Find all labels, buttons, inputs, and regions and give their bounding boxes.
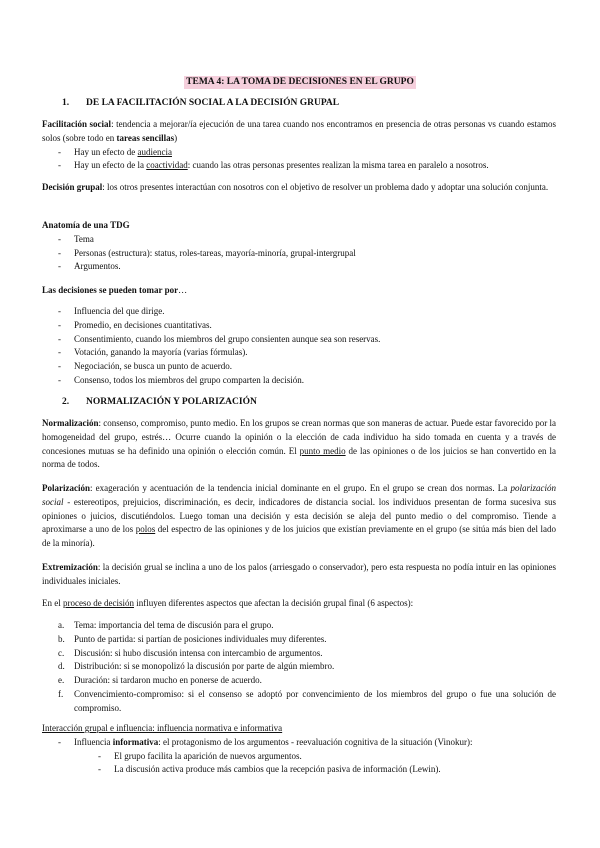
- list-text: Discusión: si hubo discusión intensa con intercambio de argumentos.: [74, 647, 323, 658]
- section-1-title: DE LA FACILITACIÓN SOCIAL A LA DECISIÓN GRUPAL: [86, 98, 340, 108]
- list-item: - Consentimiento, cuando los miembros del grupo consienten aunque sea son reservas.: [42, 333, 556, 347]
- section-1-heading: [42, 97, 556, 111]
- list-item: - Promedio, en decisiones cuantitativas.: [42, 319, 556, 333]
- section-2-title: NORMALIZACIÓN Y POLARIZACIÓN: [86, 397, 257, 407]
- anatomia-block: [42, 219, 556, 274]
- influencia-text: : el protagonismo de los argumentos - reevaluación cognitiva de la situación (Vinokur):: [158, 736, 473, 747]
- document-title: TEMA 4: LA TOMA DE DECISIONES EN EL GRUPO: [186, 77, 414, 87]
- decision-grupal-paragraph: [42, 181, 556, 195]
- list-item: - Negociación, se busca un punto de acuerdo.: [42, 360, 556, 374]
- proceso-block: [42, 597, 556, 611]
- interaccion-block: [42, 722, 556, 777]
- list-item: - La discusión activa produce más cambios que la recepción pasiva de información (Lewin).: [42, 763, 556, 777]
- list-marker: b.: [58, 633, 65, 644]
- list-item: [42, 619, 556, 633]
- proceso-list: [42, 619, 556, 716]
- section-2-number: 2.: [62, 397, 70, 407]
- interaccion-heading-text: Interacción grupal e influencia: influencia normativa e informativa: [42, 723, 283, 733]
- proceso-list-wrap: [42, 619, 556, 716]
- list-text: Tema: importancia del tema de discusión para el grupo.: [74, 620, 274, 630]
- polarizacion-text-end: del espectro de las opiniones y de los juicios que existían previamente en el grupo (se sitúa más bien del lado de la minoría).: [42, 524, 556, 549]
- decisiones-list: [42, 305, 556, 388]
- polos-term: polos: [135, 524, 156, 535]
- list-marker: f.: [58, 688, 64, 699]
- anatomia-list: [42, 233, 556, 274]
- decisiones-heading-text: Las decisiones se pueden tomar por: [42, 285, 179, 295]
- list-item: [42, 660, 556, 674]
- facilitacion-term: Facilitación social: [42, 119, 112, 129]
- list-item: - Influencia del que dirige.: [42, 305, 556, 319]
- normalizacion-paragraph: [42, 417, 556, 472]
- list-item: - Tema: [42, 233, 556, 247]
- decision-grupal-text: : los otros presentes interactúan con nosotros con el objetivo de resolver un problema dado y adoptar una solución conjunta.: [102, 182, 549, 192]
- proceso-prefix: En el: [42, 598, 63, 608]
- facilitacion-text: : tendencia a mejorar/ía ejecución de una tarea cuando nos encontramos en presencia de otras personas vs cuando estamos solos (sobre todo en: [42, 119, 556, 143]
- list-item: - Personas (estructura): status, roles-tareas, mayoría-minoría, grupal-intergrupal: [42, 247, 556, 261]
- list-item: - Argumentos.: [42, 260, 556, 274]
- coactividad-text: : cuando las otras personas presentes realizan la misma tarea en paralelo a nosotros.: [187, 160, 489, 171]
- list-text: Punto de partida: si partían de posiciones individuales muy diferentes.: [74, 633, 327, 644]
- list-item: [42, 647, 556, 661]
- proceso-term: proceso de decisión: [63, 598, 134, 608]
- decisiones-block: [42, 284, 556, 298]
- normalizacion-text: : consenso, compromiso, punto medio. En los grupos se crean normas que son maneras de actuar. Puede estar favorecido por la homogeneidad del grupo, estrés… Ocurre cuando la opinión o la elección de cada individuo ha sido tomada en cuenta y a través de concesiones mutuas se ha definido una opinión o elección común. El: [42, 418, 556, 456]
- punto-medio-term: punto medio: [299, 445, 346, 456]
- anatomia-heading-text: Anatomía de una TDG: [42, 220, 130, 230]
- list-marker: a.: [58, 620, 65, 630]
- list-item: - Consenso, todos los miembros del grupo comparten la decisión.: [42, 374, 556, 388]
- section-1-number: 1.: [62, 98, 70, 108]
- list-marker: e.: [58, 675, 65, 686]
- decisiones-heading-tail: …: [178, 285, 188, 295]
- audiencia-prefix: Hay un efecto de: [74, 146, 138, 157]
- normalizacion-text-end: de las opiniones o de los juicios se han convertido en la norma de todos.: [42, 445, 556, 470]
- list-text: Duración: si tardaron mucho en ponerse de acuerdo.: [74, 675, 262, 686]
- interaccion-sublist: [42, 750, 556, 778]
- title-wrap: [0, 71, 600, 89]
- tareas-sencillas-bold: tareas sencillas: [116, 132, 175, 143]
- list-text: Convencimiento-compromiso: si el consenso se adoptó por convencimiento de los miembros del grupo o fue una solución de compromiso.: [74, 688, 556, 713]
- polarizacion-term: Polarización: [42, 483, 90, 493]
- list-marker: d.: [58, 661, 65, 672]
- list-item: [42, 633, 556, 647]
- list-text: Distribución: si se monopolizó la discusión por parte de algún miembro.: [74, 661, 335, 672]
- influencia-prefix: Influencia: [74, 736, 113, 747]
- extremizacion-term: Extremización: [42, 562, 98, 572]
- coactividad-term: coactividad: [146, 160, 188, 171]
- facilitacion-list: [42, 146, 556, 174]
- interaccion-heading: [42, 722, 556, 736]
- list-item: [42, 146, 556, 160]
- decisiones-heading: [42, 284, 556, 298]
- polarizacion-social-italic: polarización social: [42, 483, 556, 507]
- proceso-text: influyen diferentes aspectos que afectan la decisión grupal final (6 aspectos):: [133, 598, 414, 608]
- proceso-intro: [42, 597, 556, 611]
- list-item: [42, 159, 556, 173]
- interaccion-list: [42, 736, 556, 750]
- polarizacion-text-mid: - estereotipos, prejuicios, discriminación, es decir, indicadores de distancia social. los individuos presentan de forma sucesiva sus opiniones o juicios, discutiéndolos. Luego toman una decisión y esta decisión se aleja del punto medio o del compromiso. Tiende a aproximarse a uno de los: [42, 496, 556, 535]
- list-marker: c.: [58, 647, 65, 658]
- extremizacion-paragraph: [42, 561, 556, 589]
- extremizacion-text: : la decisión grual se inclina a uno de los palos (arriesgado o conservador), pero esta respuesta no podía intuir en las opiniones individuales iniciales.: [42, 562, 556, 586]
- list-item: [42, 688, 556, 716]
- list-item: - Votación, ganando la mayoría (varias fórmulas).: [42, 346, 556, 360]
- polarizacion-paragraph: [42, 482, 556, 551]
- anatomia-heading: [42, 219, 556, 233]
- list-item: - El grupo facilita la aparición de nuevos argumentos.: [42, 750, 556, 764]
- facilitacion-text-end: ): [174, 132, 178, 143]
- facilitacion-block: [42, 118, 556, 173]
- list-item: [42, 674, 556, 688]
- list-item: [42, 736, 556, 750]
- informativa-bold: informativa: [112, 736, 159, 747]
- audiencia-term: audiencia: [137, 146, 172, 157]
- decisiones-list-wrap: [42, 305, 556, 388]
- coactividad-prefix: Hay un efecto de la: [74, 160, 147, 171]
- section-2-heading: [42, 396, 556, 410]
- normalizacion-term: Normalización: [42, 418, 99, 428]
- decision-grupal-term: Decisión grupal: [42, 182, 103, 192]
- polarizacion-text: : exageración y acentuación de la tendencia inicial dominante en el grupo. En el grupo se crean dos normas. La: [90, 483, 511, 493]
- facilitacion-paragraph: [42, 118, 556, 146]
